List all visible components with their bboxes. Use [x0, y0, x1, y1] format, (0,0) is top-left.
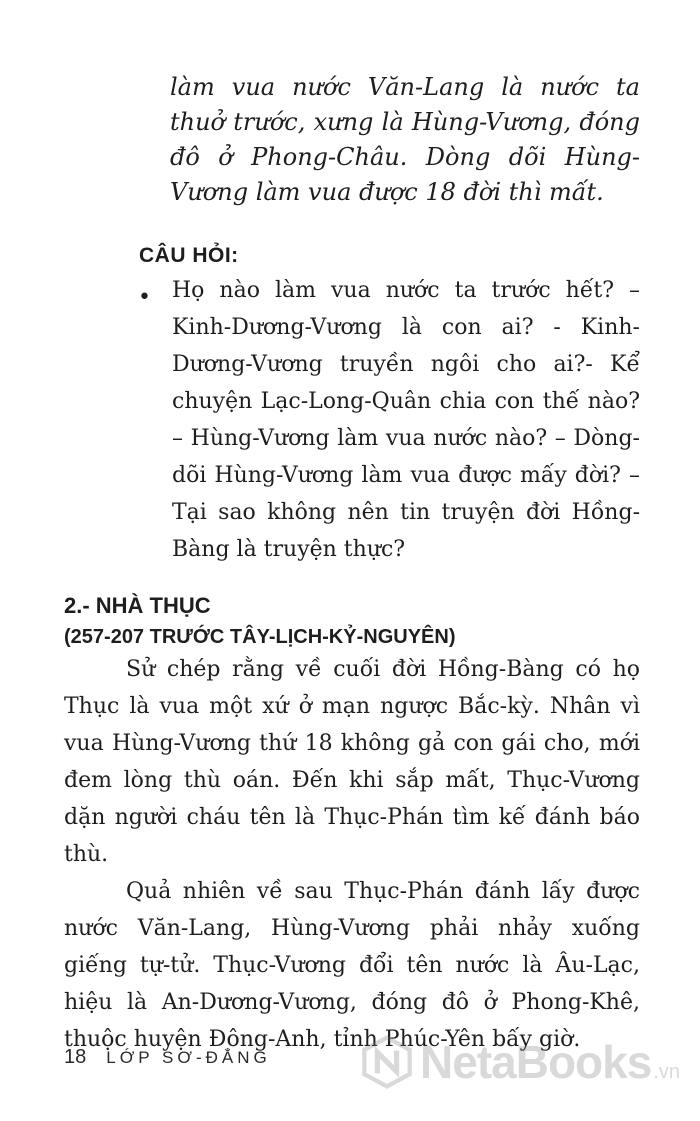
questions-text: Họ nào làm vua nước ta trước hết? – Kinh-Dương-Vương là con ai? - Kinh-Dương-Vương truyền ngôi cho ai?- Kể chuyện Lạc-Long-Quân chia con thế nào? – Hùng-Vương làm vua nước nào? – Dòng-dõi Hùng-Vương làm vua được mấy đời? – Tại sao không nên tin truyện đời Hồng-Bàng là truyện thực?: [172, 278, 640, 562]
page-footer: [64, 1046, 271, 1069]
questions-heading: CÂU HỎI:: [139, 244, 239, 267]
watermark-suffix: .vn: [653, 1061, 680, 1083]
body-paragraph-1: Sử chép rằng về cuối đời Hồng-Bàng có họ Thục là vua một xứ ở mạn ngược Bắc-kỳ. Nhân vì vua Hùng-Vương thứ 18 không gả con gái cho, mới đem lòng thù oán. Đến khi sắp mất, Thục-Vương dặn người cháu tên là Thục-Phán tìm kế đánh báo thù.: [64, 657, 640, 867]
chapter-subtitle: (257-207 TRƯỚC TÂY-LỊCH-KỶ-NGUYÊN): [64, 626, 456, 648]
body-paragraph-2: Quả nhiên về sau Thục-Phán đánh lấy được nước Văn-Lang, Hùng-Vương phải nhảy xuống giếng tự-tử. Thục-Vương đổi tên nước là Âu-Lạc, hiệu là An-Dương-Vương, đóng đô ở Phong-Khê, thuộc huyện Đông-Anh, tỉnh Phúc-Yên bấy giờ.: [64, 879, 640, 1052]
intro-italic-paragraph: làm vua nước Văn-Lang là nước ta thuở trước, xưng là Hùng-Vương, đóng đô ở Phong-Châu. Dòng dõi Hùng-Vương làm vua được 18 đời thì mất.: [170, 73, 640, 206]
chapter-title: 2.- NHÀ THỤC: [64, 593, 211, 618]
running-head: LỚP SƠ-ĐẲNG: [106, 1048, 271, 1067]
watermark-text: NetaBooks: [420, 1036, 652, 1088]
chapter-body: [64, 651, 640, 1058]
page-number: 18: [64, 1046, 87, 1068]
watermark: [360, 1022, 680, 1102]
bullet-icon: •: [138, 285, 151, 310]
netabooks-logo-icon: [360, 1031, 414, 1093]
